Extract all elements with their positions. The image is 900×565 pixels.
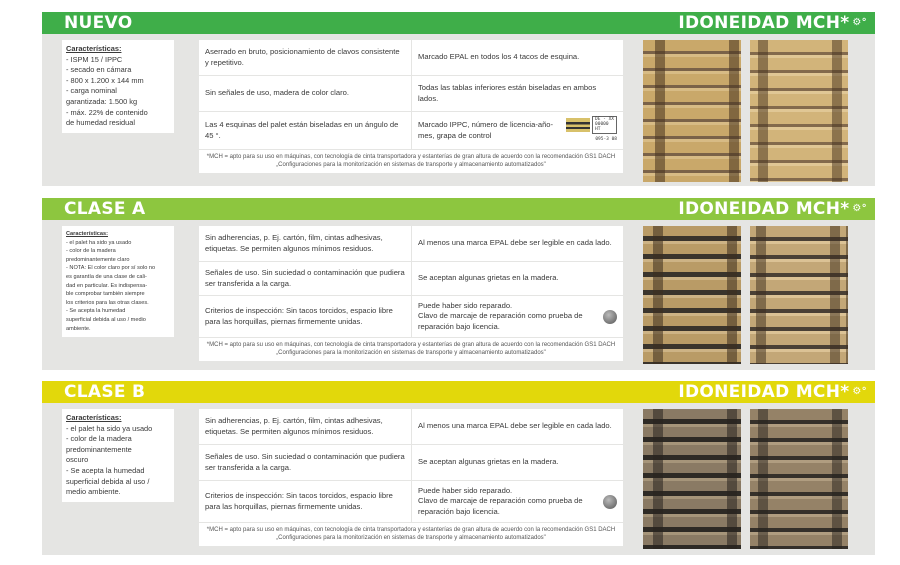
suitability-label: IDONEIDAD MCH* ⚙°: [678, 199, 867, 219]
characteristics-box: [62, 226, 174, 337]
ippc-text: Marcado IPPC, número de licencia-año-mes, grapa de control: [418, 119, 554, 140]
criteria-cell: Señales de uso. Sin suciedad o contaminación que pudiera ser transferida a la carga.: [205, 267, 405, 288]
repair-nail-icon: [603, 310, 617, 324]
characteristics-list: - el palet ha sido ya usado - color de la madera predominantemente oscuro - Se acepta la humedad superficial debida al uso / medio ambiente.: [66, 423, 153, 497]
pallet-photo: [750, 226, 848, 364]
suitability-label: IDONEIDAD MCH* ⚙°: [678, 382, 867, 402]
mch-footnote: *MCH = apto para su uso en máquinas, con tecnología de cinta transportadora y estanterías de gran altura de acuerdo con la recomendación GS1 DACH „Configuraciones para la monitorización en sistemas de transporte y almacenamiento automatizados": [199, 523, 623, 546]
repair-nail-icon: [603, 495, 617, 509]
pallet-photo: [750, 40, 848, 182]
section-body: [42, 403, 875, 555]
criteria-cell: Marcado EPAL en todos los 4 tacos de esquina.: [411, 40, 623, 75]
gears-icon: ⚙°: [852, 203, 867, 214]
characteristics-list: - ISPM 15 / IPPC - secado en cámara - 800 x 1.200 x 144 mm - carga nominal garantizada: 1.500 kg - máx. 22% de contenido de humedad residual: [66, 54, 148, 128]
pallet-photo: [643, 226, 741, 364]
section-body: [42, 34, 875, 186]
repair-text: Puede haber sido reparado. Clavo de marcaje de reparación como prueba de reparación bajo licencia.: [418, 300, 583, 331]
gears-icon: ⚙°: [852, 17, 867, 28]
mch-footnote: *MCH = apto para su uso en máquinas, con tecnología de cinta transportadora y estanterías de gran altura de acuerdo con la recomendación GS1 DACH „Configuraciones para la monitorización en sistemas de transporte y almacenamiento automatizados": [199, 338, 623, 361]
criteria-cell: Todas las tablas inferiores están biseladas en ambos lados.: [411, 76, 623, 111]
criteria-cell: Señales de uso. Sin suciedad o contaminación que pudiera ser transferida a la carga.: [205, 451, 405, 472]
characteristics-list: - el palet ha sido ya usado - color de la madera predominantemente claro - NOTA: El color claro por sí solo no es garantía de una clase de cali- dad en particular. Es indispensa- ble comprobar también siempre los criterios para las otras clases. - Se acepta la humedad superficial debida al uso / medio ambiente.: [66, 239, 156, 332]
criteria-cell: Al menos una marca EPAL debe ser legible en cada lado.: [411, 409, 623, 444]
gears-icon: ⚙°: [852, 386, 867, 397]
criteria-cell: Aserrado en bruto, posicionamiento de clavos consistente y repetitivo.: [205, 46, 400, 67]
section-title: CLASE B: [64, 382, 146, 402]
criteria-cell: Se aceptan algunas grietas en la madera.: [411, 262, 623, 295]
criteria-cell: Se aceptan algunas grietas en la madera.: [411, 445, 623, 480]
characteristics-box: [62, 409, 174, 502]
suitability-label: IDONEIDAD MCH* ⚙°: [678, 13, 867, 33]
section-title: CLASE A: [64, 199, 146, 219]
mch-footnote: *MCH = apto para su uso en máquinas, con tecnología de cinta transportadora y estanterías de gran altura de acuerdo con la recomendación GS1 DACH „Configuraciones para la monitorización en sistemas de transporte y almacenamiento automatizados": [199, 150, 623, 173]
criteria-cell: Criterios de inspección: Sin tacos torcidos, espacio libre para las horquillas, piernas firmemente unidas.: [205, 305, 393, 326]
section-banner: [42, 198, 875, 220]
criteria-cell: Al menos una marca EPAL debe ser legible en cada lado.: [411, 226, 623, 261]
criteria-cell: [411, 481, 623, 522]
characteristics-heading: Características:: [66, 231, 108, 237]
criteria-grid: [199, 409, 623, 546]
criteria-cell: Las 4 esquinas del palet están biseladas en un ángulo de 45 °.: [205, 119, 399, 140]
pallet-photo: [643, 40, 741, 182]
criteria-cell: Sin adherencias, p. Ej. cartón, film, cintas adhesivas, etiquetas. Se permiten algunos mínimos residuos.: [205, 232, 383, 253]
ippc-mark: [562, 116, 617, 146]
ippc-date: 095-3 08: [595, 136, 617, 142]
criteria-cell: [411, 296, 623, 337]
section-banner: [42, 12, 875, 34]
criteria-cell: Criterios de inspección: Sin tacos torcidos, espacio libre para las horquillas, piernas firmemente unidas.: [205, 490, 393, 511]
criteria-grid: [199, 40, 623, 173]
section-title: NUEVO: [64, 13, 133, 33]
pallet-photo: [750, 409, 848, 549]
section-body: [42, 220, 875, 370]
criteria-grid: [199, 226, 623, 361]
criteria-cell: [411, 112, 623, 149]
characteristics-heading: Características:: [66, 44, 122, 53]
section-banner: [42, 381, 875, 403]
characteristics-heading: Características:: [66, 413, 122, 422]
repair-text: Puede haber sido reparado. Clavo de marcaje de reparación como prueba de reparación bajo licencia.: [418, 485, 583, 516]
ippc-code: DE - XX 00000 HT: [592, 116, 617, 134]
ippc-logo-icon: [566, 118, 590, 132]
criteria-cell: Sin señales de uso, madera de color claro.: [205, 88, 349, 98]
criteria-cell: Sin adherencias, p. Ej. cartón, film, cintas adhesivas, etiquetas. Se permiten algunos mínimos residuos.: [205, 415, 383, 436]
characteristics-box: [62, 40, 174, 133]
pallet-photo: [643, 409, 741, 549]
